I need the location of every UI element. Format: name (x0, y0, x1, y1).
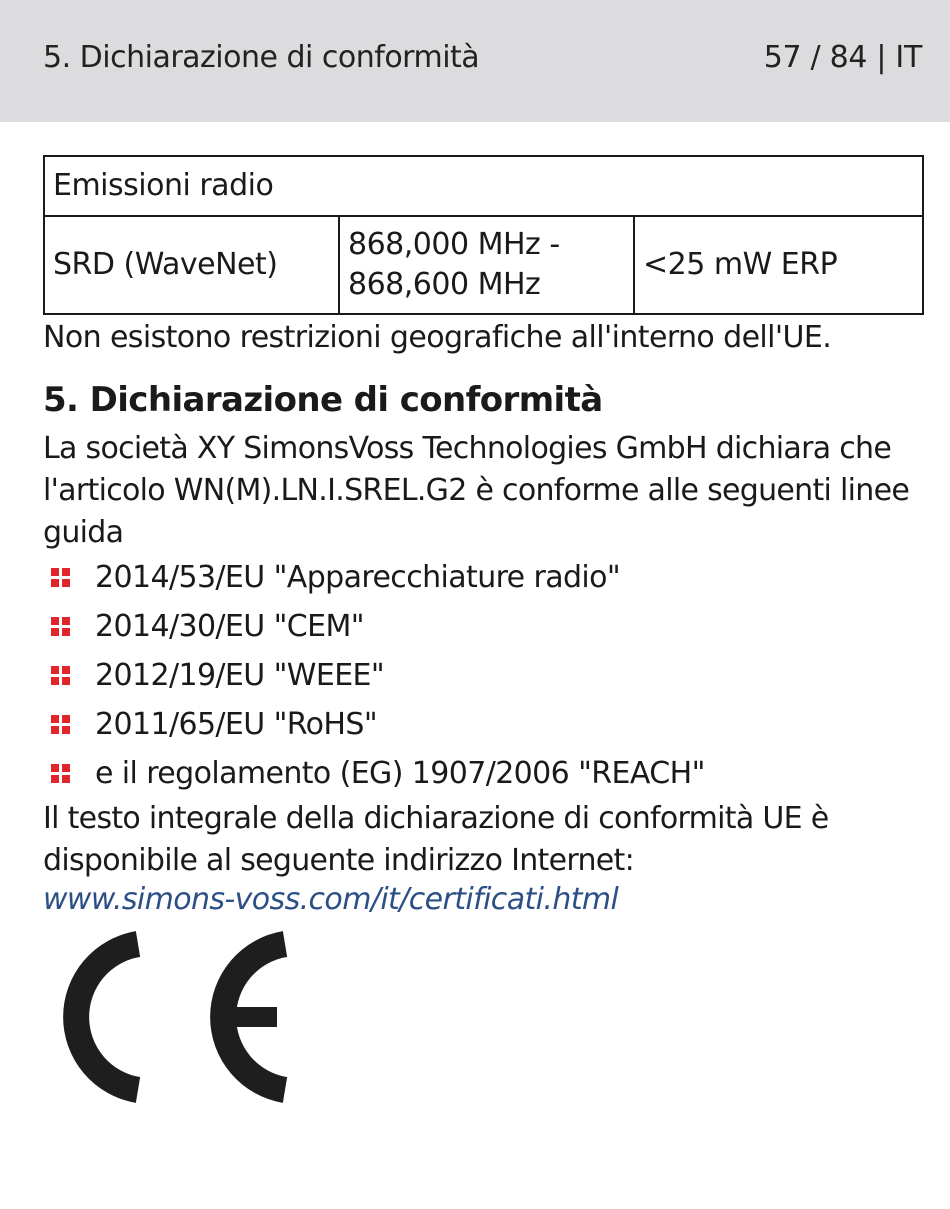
red-square-bullet-icon (51, 666, 71, 686)
intro-paragraph: La società XY SimonsVoss Technologies GmbH dichiara che l'articolo WN(M).LN.I.SREL.G2 è conforme alle seguenti linee guida (43, 431, 910, 550)
directive-text: 2014/53/EU "Apparecchiature radio" (95, 560, 621, 595)
list-item (43, 605, 705, 654)
table-title: Emissioni radio (44, 156, 923, 216)
ce-mark-icon (42, 930, 292, 1110)
header-section-title: 5. Dichiarazione di conformità (43, 40, 480, 75)
certificates-link[interactable]: www.simons-voss.com/it/certificati.html (43, 882, 619, 917)
directive-text: 2014/30/EU "CEM" (95, 609, 364, 644)
red-square-bullet-icon (51, 715, 71, 735)
header-page-number: 57 / 84 | IT (763, 40, 922, 75)
table-cell-frequency (339, 216, 634, 314)
table-row (44, 216, 923, 314)
section-heading: 5. Dichiarazione di conformità (43, 380, 603, 420)
red-square-bullet-icon (51, 764, 71, 784)
table-cell-power: <25 mW ERP (634, 216, 923, 314)
table-cell-type: SRD (WaveNet) (44, 216, 339, 314)
page-header (0, 0, 950, 122)
ce-logo-svg (42, 930, 292, 1106)
list-item (43, 556, 705, 605)
red-square-bullet-icon (51, 568, 71, 588)
frequency-start: 868,000 MHz - (348, 227, 560, 262)
availability-paragraph: Il testo integrale della dichiarazione di conformità UE è disponibile al seguente indirizzo Internet: (43, 801, 829, 878)
geographic-note: Non esistono restrizioni geografiche all'interno dell'UE. (43, 320, 832, 355)
red-square-bullet-icon (51, 617, 71, 637)
list-item (43, 654, 705, 703)
list-item (43, 752, 705, 801)
frequency-end: 868,600 MHz (348, 267, 541, 302)
list-item (43, 703, 705, 752)
directives-list (43, 556, 705, 801)
radio-emissions-table (43, 155, 924, 315)
table-header-row (44, 156, 923, 216)
directive-text: 2011/65/EU "RoHS" (95, 707, 378, 742)
directive-text: 2012/19/EU "WEEE" (95, 658, 385, 693)
directive-text: e il regolamento (EG) 1907/2006 "REACH" (95, 756, 705, 791)
